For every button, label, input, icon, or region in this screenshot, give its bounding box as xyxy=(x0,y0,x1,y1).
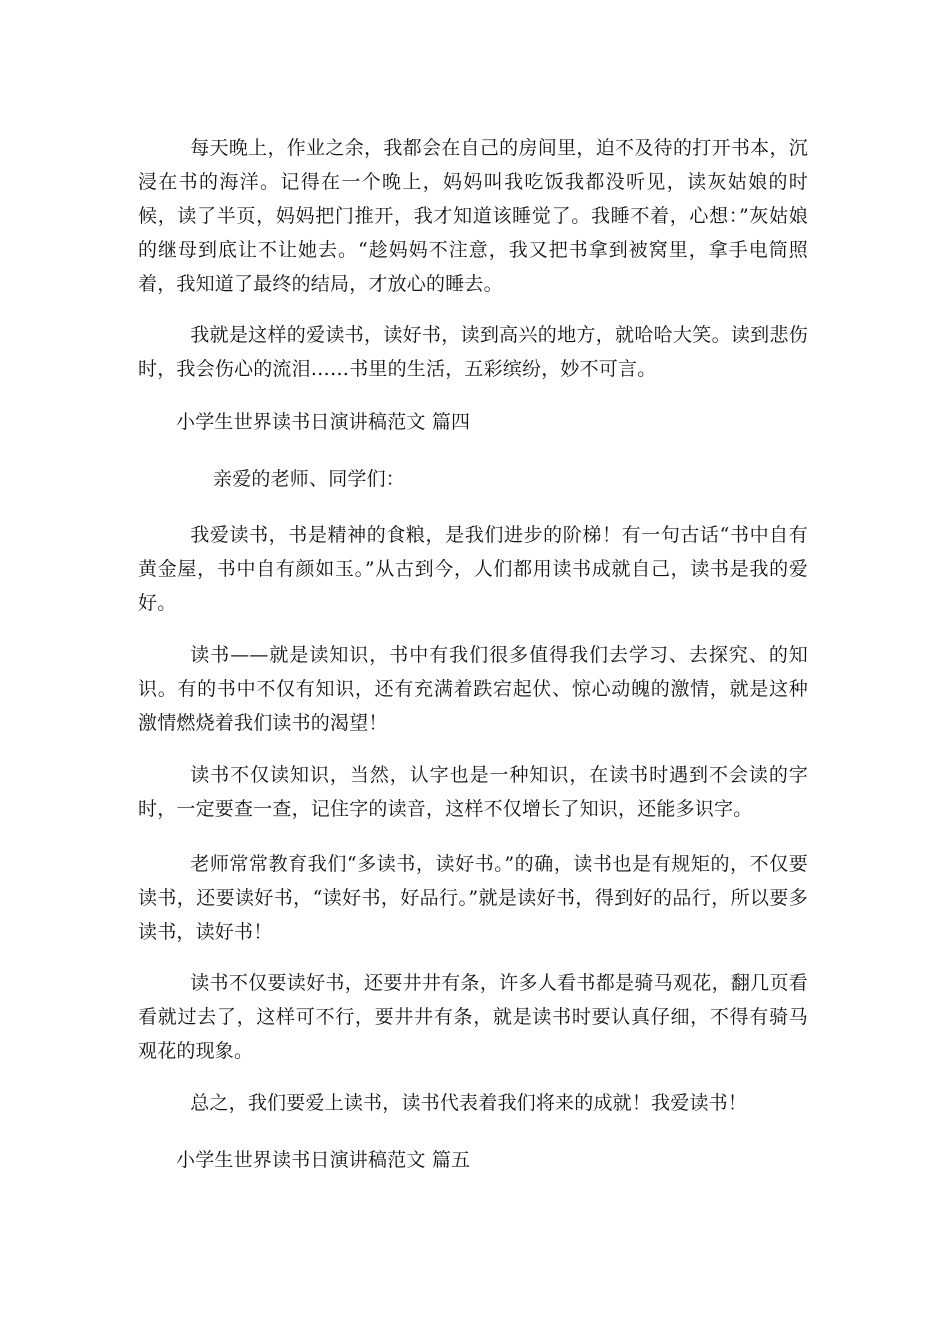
section-heading-five: 小学生世界读书日演讲稿范文 篇五 xyxy=(176,1149,471,1171)
paragraph-reading-knowledge: 读书——就是读知识，书中有我们很多值得我们去学习、去探究、的知识。有的书中不仅有知识，还有充满着跌宕起伏、惊心动魄的激情，就是这种激情燃烧着我们读书的渴望！ xyxy=(138,644,808,734)
paragraph-reading-at-night: 每天晚上，作业之余，我都会在自己的房间里，迫不及待的打开书本，沉浸在书的海洋。记得在一个晚上，妈妈叫我吃饭我都没听见，读灰姑娘的时候，读了半页，妈妈把门推开，我才知道该睡觉了。我睡不着，心想：”灰姑娘的继母到底让不让她去。“趁妈妈不注意，我又把书拿到被窝里，拿手电筒照着，我知道了最终的结局，才放心的睡去。 xyxy=(138,137,808,295)
salutation: 亲爱的老师、同学们： xyxy=(213,468,406,490)
paragraph-learn-characters: 读书不仅读知识，当然，认字也是一种知识，在读书时遇到不会读的字时，一定要查一查，记住字的读音，这样不仅增长了知识，还能多识字。 xyxy=(138,764,808,820)
paragraph-conclusion: 总之，我们要爱上读书，读书代表着我们将来的成就！我爱读书！ xyxy=(190,1092,748,1114)
paragraph-love-reading: 我就是这样的爱读书，读好书，读到高兴的地方，就哈哈大笑。读到悲伤时，我会伤心的流泪……书里的生活，五彩缤纷，妙不可言。 xyxy=(138,324,808,380)
paragraph-books-nourish: 我爱读书，书是精神的食粮，是我们进步的阶梯！有一句古话“书中自有黄金屋，书中自有颜如玉。”从古到今，人们都用读书成就自己，读书是我的爱好。 xyxy=(138,524,808,614)
section-heading-four: 小学生世界读书日演讲稿范文 篇四 xyxy=(176,411,471,433)
paragraph-read-orderly: 读书不仅要读好书，还要井井有条，许多人看书都是骑马观花，翻几页看看就过去了，这样可不行，要井井有条，就是读书时要认真仔细，不得有骑马观花的现象。 xyxy=(138,972,808,1062)
paragraph-read-good-books: 老师常常教育我们“多读书，读好书。”的确，读书也是有规矩的，不仅要读书，还要读好书，“读好书，好品行。”就是读好书，得到好的品行，所以要多读书，读好书！ xyxy=(138,853,808,943)
